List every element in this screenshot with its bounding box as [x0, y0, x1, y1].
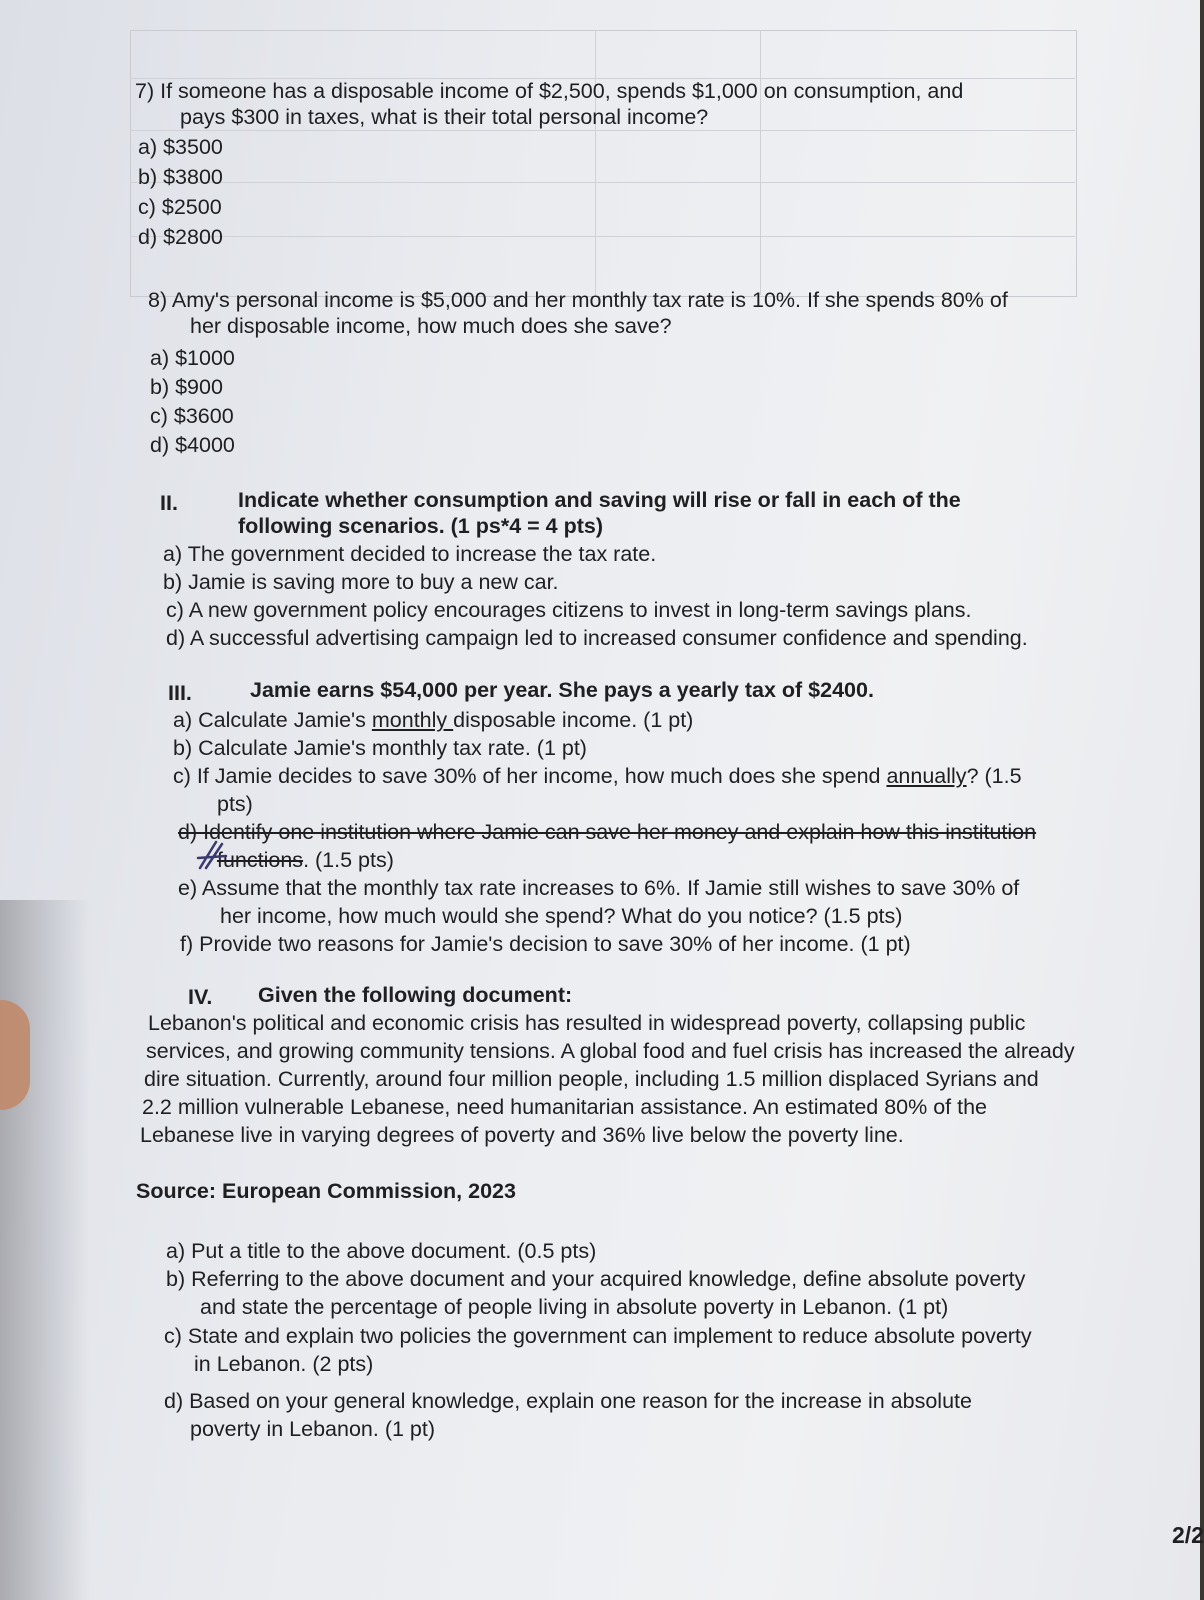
q7-option-d: d) $2800	[138, 225, 223, 249]
section-3-item-c-pre: c) If Jamie decides to save 30% of her income, how much does she spend	[173, 764, 887, 788]
section-4-item-b-line-2: and state the percentage of people living in absolute poverty in Lebanon. (1 pt)	[200, 1295, 949, 1319]
section-3-item-d-line-2	[217, 847, 394, 873]
section-2-item-b: b) Jamie is saving more to buy a new car.	[163, 570, 559, 594]
section-2-item-c: c) A new government policy encourages citizens to invest in long-term savings plans.	[166, 598, 972, 622]
q8-option-c: c) $3600	[150, 404, 234, 428]
section-2-heading-line-1: Indicate whether consumption and saving will rise or fall in each of the	[238, 488, 961, 512]
section-3-item-d-points: . (1.5 pts)	[303, 848, 394, 872]
section-3-item-d-struck-word: functions	[217, 848, 304, 872]
section-2-numeral: II.	[160, 491, 178, 515]
section-3-item-c	[173, 763, 1022, 789]
q7-option-b: b) $3800	[138, 165, 223, 189]
section-3-item-f: f) Provide two reasons for Jamie's decision to save 30% of her income. (1 pt)	[180, 932, 911, 956]
q7-option-a: a) $3500	[138, 135, 223, 159]
section-4-item-c-line-1: c) State and explain two policies the government can implement to reduce absolute poverty	[164, 1324, 1032, 1348]
q8-stem-line-2: her disposable income, how much does she save?	[190, 314, 672, 338]
q8-stem-line-1: 8) Amy's personal income is $5,000 and her monthly tax rate is 10%. If she spends 80% of	[148, 288, 1008, 312]
pen-scribble-mark	[196, 838, 236, 872]
q8-option-b: b) $900	[150, 375, 223, 399]
section-4-item-a: a) Put a title to the above document. (0.5 pts)	[166, 1239, 597, 1263]
page-number: 2/2	[1172, 1522, 1204, 1548]
document-line-1: Lebanon's political and economic crisis has resulted in widespread poverty, collapsing public	[148, 1011, 1026, 1035]
section-4-heading: Given the following document:	[258, 983, 573, 1007]
document-line-2: services, and growing community tensions. A global food and fuel crisis has increased the already	[146, 1039, 1075, 1063]
q8-option-a: a) $1000	[150, 346, 235, 370]
section-2-item-d: d) A successful advertising campaign led to increased consumer confidence and spending.	[166, 626, 1028, 650]
q7-stem-line-2: pays $300 in taxes, what is their total personal income?	[180, 105, 709, 129]
q7-stem-line-1: 7) If someone has a disposable income of $2,500, spends $1,000 on consumption, and	[135, 79, 964, 103]
section-3-item-d-line-1: d) Identify one institution where Jamie can save her money and explain how this institution	[178, 820, 1037, 844]
section-4-item-b-line-1: b) Referring to the above document and your acquired knowledge, define absolute poverty	[166, 1267, 1026, 1291]
section-3-item-a-underlined: monthly	[371, 708, 454, 732]
document-line-5: Lebanese live in varying degrees of poverty and 36% live below the poverty line.	[140, 1123, 904, 1147]
section-2-item-a: a) The government decided to increase the tax rate.	[163, 542, 657, 566]
q7-option-c: c) $2500	[138, 195, 222, 219]
section-3-item-c-cont: pts)	[217, 792, 253, 816]
section-3-item-e-line-1: e) Assume that the monthly tax rate increases to 6%. If Jamie still wishes to save 30% of	[178, 876, 1020, 900]
section-4-item-d-line-1: d) Based on your general knowledge, explain one reason for the increase in absolute	[164, 1389, 972, 1413]
q8-option-d: d) $4000	[150, 433, 235, 457]
section-3-item-a	[173, 707, 693, 733]
section-4-numeral: IV.	[188, 985, 213, 1009]
section-3-item-a-post: disposable income. (1 pt)	[453, 708, 694, 732]
section-3-item-c-underlined: annually	[886, 764, 967, 788]
document-line-3: dire situation. Currently, around four million people, including 1.5 million displaced Syrians and	[144, 1067, 1039, 1091]
section-3-item-c-post: ? (1.5	[966, 764, 1022, 788]
section-2-heading-line-2: following scenarios. (1 ps*4 = 4 pts)	[238, 514, 603, 538]
document-line-4: 2.2 million vulnerable Lebanese, need humanitarian assistance. An estimated 80% of the	[142, 1095, 988, 1119]
section-3-numeral: III.	[168, 681, 192, 705]
section-3-heading: Jamie earns $54,000 per year. She pays a yearly tax of $2400.	[250, 678, 874, 702]
section-3-item-e-line-2: her income, how much would she spend? What do you notice? (1.5 pts)	[220, 904, 903, 928]
section-3-item-b: b) Calculate Jamie's monthly tax rate. (1 pt)	[173, 736, 587, 760]
section-3-item-a-pre: a) Calculate Jamie's	[173, 708, 372, 732]
section-4-item-d-line-2: poverty in Lebanon. (1 pt)	[190, 1417, 436, 1441]
document-source: Source: European Commission, 2023	[136, 1179, 516, 1203]
section-4-item-c-line-2: in Lebanon. (2 pts)	[194, 1352, 374, 1376]
